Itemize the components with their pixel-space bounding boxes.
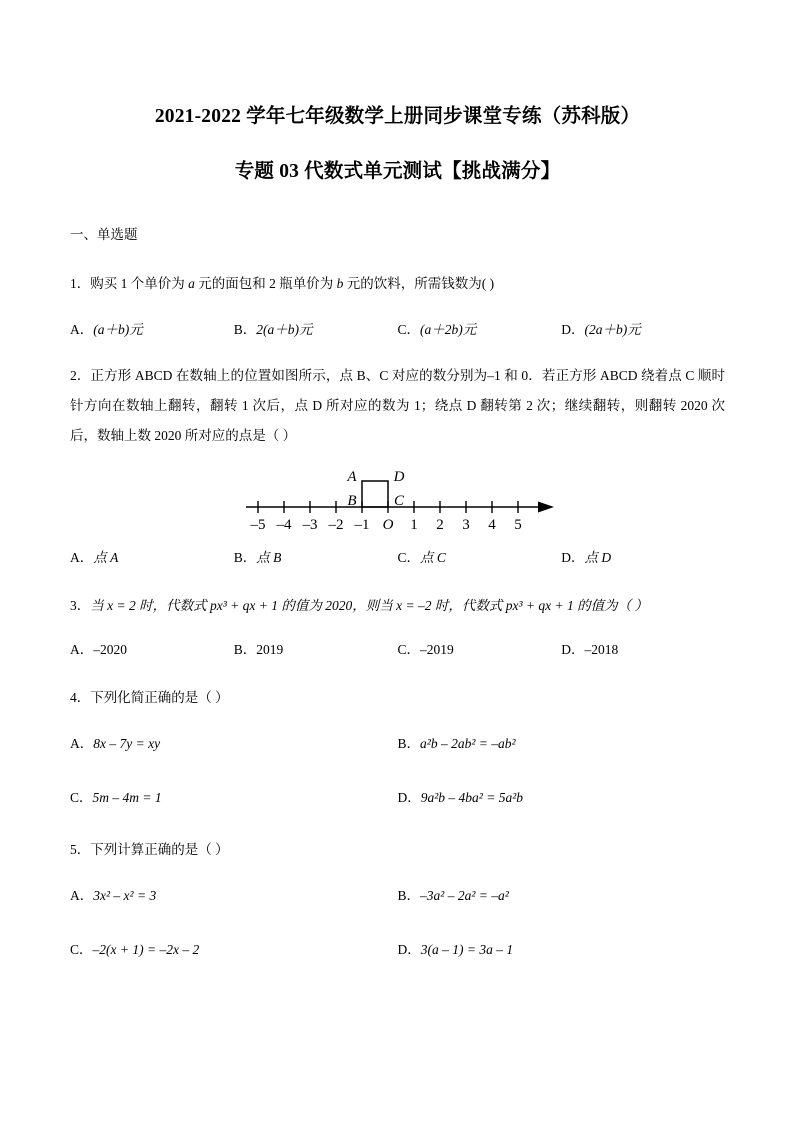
option-c-text: (a＋2b)元	[420, 321, 477, 337]
option-d-text: 9a²b – 4ba² = 5a²b	[420, 789, 524, 805]
question-3-option-a[interactable]	[70, 635, 234, 665]
question-1-stem-part-1: 购买 1 个单价为	[90, 275, 189, 291]
vertex-label-a: A	[346, 468, 357, 485]
question-4-stem-text: 下列化简正确的是（ ）	[90, 689, 229, 705]
number-line-diagram	[238, 457, 558, 535]
tick-label-3: 3	[461, 516, 470, 533]
question-4-option-d[interactable]	[398, 783, 726, 813]
question-2-number: 2．	[70, 367, 91, 383]
question-4-option-a[interactable]	[70, 729, 398, 759]
question-1-option-b[interactable]	[234, 315, 398, 345]
question-3-option-d[interactable]	[561, 635, 725, 665]
question-2-option-a[interactable]	[70, 543, 234, 573]
option-c-label: C．	[397, 321, 421, 337]
question-3-option-b[interactable]	[234, 635, 398, 665]
tick-label-2: 2	[435, 516, 444, 533]
question-4-stem	[70, 665, 725, 713]
option-b-text: a²b – 2ab² = –ab²	[420, 735, 516, 751]
tick-label-minus-3: –3	[302, 516, 317, 533]
page-content	[70, 0, 725, 965]
tick-label-minus-5: –5	[250, 516, 265, 533]
question-3-stem	[70, 573, 725, 621]
question-2-stem-text: 正方形 ABCD 在数轴上的位置如图所示，点 B、C 对应的数分别为–1 和 0．若正方形 ABCD 绕着点 C 顺时针方向在数轴上翻转，翻转 1 次后，点 D 所对应的数为 1；绕点 D 翻转第 2 次；继续翻转，则翻转 2020 次后，数轴上数 2020 所对应的点是（ ）	[70, 367, 726, 443]
option-b-label: B．	[233, 641, 257, 657]
vertex-label-c: C	[393, 492, 404, 509]
question-4-option-c[interactable]	[70, 783, 398, 813]
option-b-label: B．	[397, 735, 421, 751]
option-a-label: A．	[70, 735, 94, 751]
square-abcd	[362, 481, 388, 507]
option-b-label: B．	[397, 887, 421, 903]
tick-label-minus-2: –2	[328, 516, 343, 533]
tick-label-1: 1	[409, 516, 418, 533]
option-c-label: C．	[70, 789, 93, 805]
question-3-number: 3．	[70, 597, 91, 613]
question-5-option-b[interactable]	[398, 881, 726, 911]
question-4-options-row-2	[70, 759, 725, 813]
question-2-stem	[70, 345, 725, 451]
option-d-label: D．	[561, 321, 585, 337]
option-b-text: 点 B	[256, 549, 282, 565]
option-d-text: (2a＋b)元	[584, 321, 641, 337]
question-1-variable-a: a	[188, 275, 195, 291]
question-1-option-d[interactable]	[561, 315, 725, 345]
option-d-label: D．	[561, 549, 585, 565]
number-line-arrowhead	[538, 501, 554, 512]
question-4-option-b[interactable]	[398, 729, 726, 759]
option-d-label: D．	[561, 641, 585, 657]
option-a-text: 点 A	[93, 549, 119, 565]
option-c-text: 点 C	[420, 549, 446, 565]
question-1-options	[70, 299, 725, 345]
vertex-label-b: B	[346, 492, 357, 509]
question-3	[70, 573, 725, 665]
question-2	[70, 345, 725, 573]
option-a-text: –2020	[93, 641, 127, 657]
option-c-text: –2(x + 1) = –2x – 2	[92, 941, 200, 957]
vertex-label-d: D	[393, 468, 404, 485]
option-d-text: –2018	[584, 641, 619, 657]
option-a-label: A．	[70, 549, 94, 565]
question-5-option-d[interactable]	[398, 935, 726, 965]
question-4-number: 4．	[70, 689, 91, 705]
option-c-text: 5m – 4m = 1	[92, 789, 162, 805]
section-heading-multiple-choice: 一、单选题	[70, 226, 138, 242]
question-5-stem	[70, 813, 725, 865]
question-1-number: 1．	[70, 275, 91, 291]
question-5-stem-text: 下列计算正确的是（ ）	[90, 841, 229, 857]
question-5-options-row-2	[70, 911, 725, 965]
question-3-option-c[interactable]	[398, 635, 562, 665]
question-2-figure	[70, 451, 725, 535]
question-5-number: 5．	[70, 841, 91, 857]
page-subtitle: 专题 03 代数式单元测试【挑战满分】	[234, 161, 561, 183]
question-2-option-b[interactable]	[234, 543, 398, 573]
option-b-text: 2(a＋b)元	[256, 321, 313, 337]
question-1-variable-b: b	[336, 275, 344, 291]
question-1-option-a[interactable]	[70, 315, 234, 345]
option-d-label: D．	[397, 941, 421, 957]
question-2-option-c[interactable]	[398, 543, 562, 573]
option-b-text: 2019	[256, 641, 284, 657]
option-a-text: 8x – 7y = xy	[93, 735, 161, 751]
option-a-text: 3x² – x² = 3	[93, 887, 157, 903]
question-1-stem-part-3: 元的饮料，所需钱数为( )	[343, 275, 495, 291]
option-d-text: 3(a – 1) = 3a – 1	[420, 941, 514, 957]
tick-label-minus-1: –1	[354, 516, 369, 533]
question-3-options	[70, 621, 725, 665]
question-5	[70, 813, 725, 965]
option-c-label: C．	[397, 549, 421, 565]
question-3-stem-text: 当 x = 2 时，代数式 px³ + qx + 1 的值为 2020，则当 x = –2 时，代数式 px³ + qx + 1 的值为（ ）	[90, 597, 648, 613]
option-b-text: –3a² – 2a² = –a²	[420, 887, 509, 903]
question-1-stem	[70, 245, 725, 299]
question-2-options	[70, 535, 725, 573]
tick-label-minus-4: –4	[276, 516, 291, 533]
tick-label-origin: O	[382, 516, 393, 533]
option-a-text: (a＋b)元	[93, 321, 143, 337]
question-1-option-c[interactable]	[398, 315, 562, 345]
question-5-options-row-1	[70, 865, 725, 911]
option-a-label: A．	[70, 321, 94, 337]
question-4	[70, 665, 725, 813]
option-b-label: B．	[233, 549, 257, 565]
option-d-label: D．	[397, 789, 421, 805]
tick-label-5: 5	[513, 516, 522, 533]
tick-label-4: 4	[487, 516, 496, 533]
option-c-label: C．	[70, 941, 93, 957]
option-d-text: 点 D	[584, 549, 612, 565]
page-title: 2021-2022 学年七年级数学上册同步课堂专练（苏科版）	[154, 106, 641, 127]
question-1-stem-part-2: 元的面包和 2 瓶单价为	[194, 275, 337, 291]
question-2-option-d[interactable]	[561, 543, 725, 573]
option-c-label: C．	[397, 641, 421, 657]
question-5-option-c[interactable]	[70, 935, 398, 965]
question-5-option-a[interactable]	[70, 881, 398, 911]
question-4-options-row-1	[70, 713, 725, 759]
option-a-label: A．	[70, 887, 94, 903]
question-1	[70, 245, 725, 345]
option-b-label: B．	[233, 321, 257, 337]
option-c-text: –2019	[420, 641, 454, 657]
option-a-label: A．	[70, 641, 94, 657]
